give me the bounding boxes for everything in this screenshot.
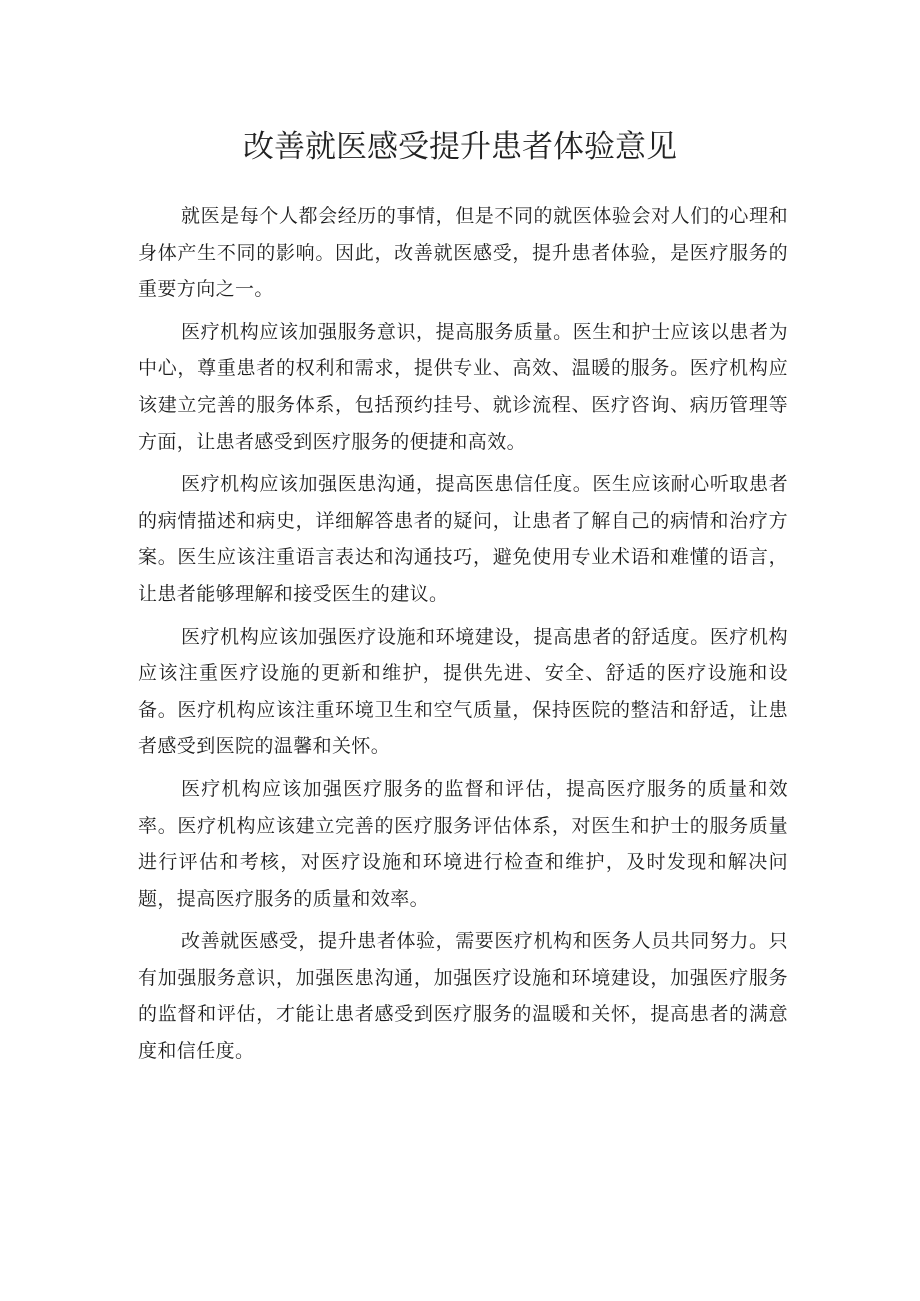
document-title: 改善就医感受提升患者体验意见	[243, 129, 677, 165]
paragraph-facilities-environment: 医疗机构应该加强医疗设施和环境建设，提高患者的舒适度。医疗机构应该注重医疗设施的更新和维护，提供先进、安全、舒适的医疗设施和设备。医疗机构应该注重环境卫生和空气质量，保持医院的整洁和舒适，让患者感受到医院的温馨和关怀。	[138, 625, 788, 758]
paragraph-conclusion: 改善就医感受，提升患者体验，需要医疗机构和医务人员共同努力。只有加强服务意识，加强医患沟通，加强医疗设施和环境建设，加强医疗服务的监督和评估，才能让患者感受到医疗服务的温暖和关怀，提高患者的满意度和信任度。	[138, 930, 788, 1063]
paragraph-service-awareness: 医疗机构应该加强服务意识，提高服务质量。医生和护士应该以患者为中心，尊重患者的权利和需求，提供专业、高效、温暖的服务。医疗机构应该建立完善的服务体系，包括预约挂号、就诊流程、医疗咨询、病历管理等方面，让患者感受到医疗服务的便捷和高效。	[138, 320, 788, 453]
paragraph-doctor-patient-communication: 医疗机构应该加强医患沟通，提高医患信任度。医生应该耐心听取患者的病情描述和病史，详细解答患者的疑问，让患者了解自己的病情和治疗方案。医生应该注重语言表达和沟通技巧，避免使用专业术语和难懂的语言，让患者能够理解和接受医生的建议。	[138, 473, 788, 605]
document-body	[138, 198, 788, 1076]
paragraph-supervision-evaluation: 医疗机构应该加强医疗服务的监督和评估，提高医疗服务的质量和效率。医疗机构应该建立完善的医疗服务评估体系，对医生和护士的服务质量进行评估和考核，对医疗设施和环境进行检查和维护，及时发现和解决问题，提高医疗服务的质量和效率。	[138, 777, 788, 910]
paragraph-intro: 就医是每个人都会经历的事情，但是不同的就医体验会对人们的心理和身体产生不同的影响。因此，改善就医感受，提升患者体验，是医疗服务的重要方向之一。	[138, 205, 788, 301]
